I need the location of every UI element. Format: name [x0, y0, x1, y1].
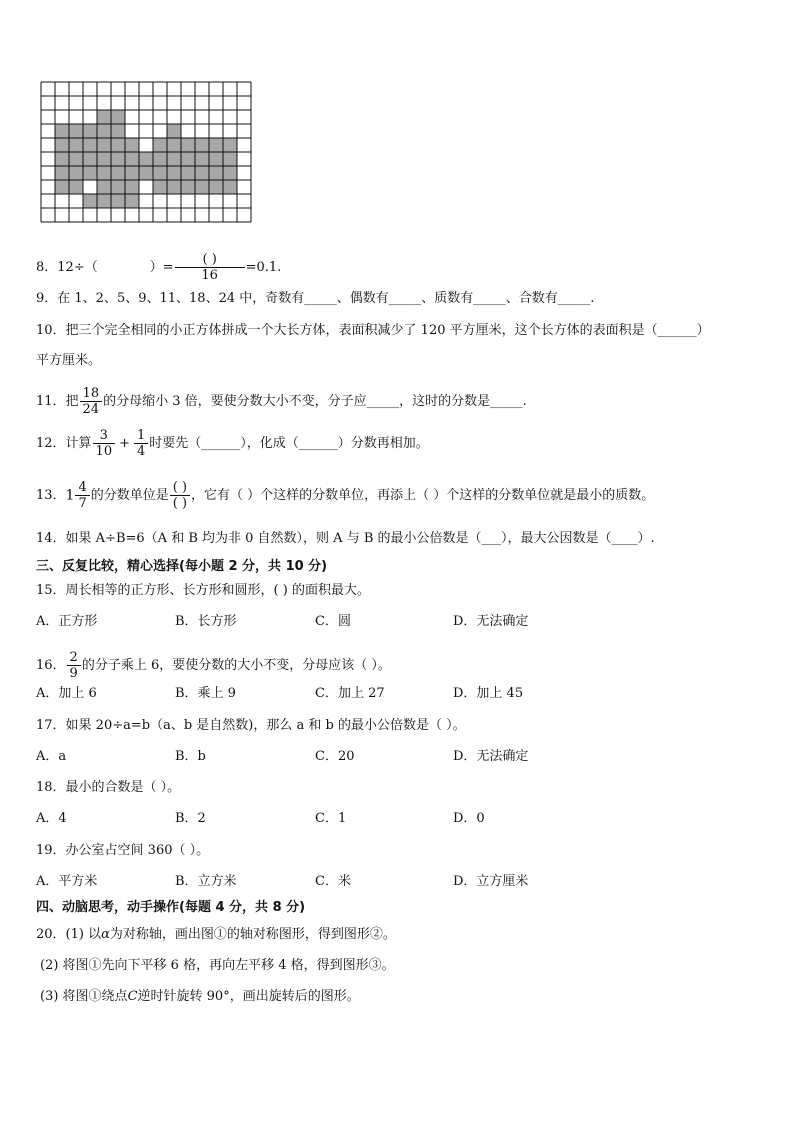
shaded-cell — [209, 138, 223, 152]
q16-prefix: 16． — [36, 658, 66, 673]
question-18: 18．最小的合数是（ ）。 — [36, 780, 181, 795]
q16-num: 2 — [67, 650, 81, 666]
shaded-cell — [125, 194, 139, 208]
question-8 — [36, 252, 281, 283]
shaded-cell — [181, 138, 195, 152]
q12-fraction-2 — [134, 428, 148, 459]
shaded-cell — [55, 138, 69, 152]
shaded-cell — [111, 180, 125, 194]
shaded-cell — [167, 124, 181, 138]
q12-fraction-1 — [93, 428, 116, 459]
q20-part1-prefix: 20．(1) 以 — [36, 927, 102, 942]
shaded-cell — [209, 180, 223, 194]
question-20-part-2: (2) 将图①先向下平移 6 格，再向左平移 4 格，得到图形③。 — [40, 958, 395, 973]
shaded-cell — [167, 180, 181, 194]
shaded-cell — [111, 138, 125, 152]
q18-option-d[interactable]: D．0 — [453, 811, 485, 826]
shaded-cell — [195, 152, 209, 166]
q13-num: 4 — [75, 480, 89, 496]
shaded-cell — [125, 180, 139, 194]
question-12 — [36, 428, 429, 459]
q13-den: 7 — [78, 496, 87, 511]
shaded-cell — [167, 138, 181, 152]
shaded-cell — [69, 152, 83, 166]
q17-option-d[interactable]: D．无法确定 — [453, 749, 529, 764]
shaded-cell — [83, 124, 97, 138]
shaded-cell — [223, 152, 237, 166]
question-13 — [36, 480, 654, 511]
q12-prefix: 12．计算 — [36, 436, 92, 451]
question-9: 9．在 1、2、5、9、11、18、24 中，奇数有_____、偶数有_____、质数有_____、合数有_____. — [36, 291, 595, 306]
shaded-cell — [83, 194, 97, 208]
q8-prefix: 8．12÷（ — [36, 260, 98, 275]
q15-option-b[interactable]: B．长方形 — [175, 614, 237, 629]
shaded-cell — [69, 124, 83, 138]
q13-unit-fraction — [170, 480, 190, 511]
q20-point-c: C — [127, 989, 138, 1004]
shaded-cell — [139, 166, 153, 180]
q12-num-2: 1 — [134, 428, 148, 444]
shaded-cell — [111, 166, 125, 180]
shaded-cell — [223, 166, 237, 180]
shaded-cell — [153, 152, 167, 166]
q13-unit-den: ( ) — [172, 496, 188, 511]
shaded-cell — [167, 166, 181, 180]
shaded-cell — [111, 110, 125, 124]
q11-prefix: 11．把 — [36, 394, 79, 409]
shaded-cell — [97, 110, 111, 124]
shaded-cell — [69, 166, 83, 180]
shaded-cell — [97, 124, 111, 138]
shaded-cell — [223, 138, 237, 152]
shaded-cell — [195, 138, 209, 152]
q20-part3-prefix: (3) 将图①绕点 — [40, 989, 128, 1004]
q8-fraction — [175, 252, 245, 283]
shaded-cell — [83, 138, 97, 152]
q17-option-c[interactable]: C．20 — [315, 749, 355, 764]
shaded-cell — [167, 152, 181, 166]
shaded-cell — [125, 152, 139, 166]
shaded-cell — [181, 180, 195, 194]
shaded-cell — [69, 180, 83, 194]
q18-option-a[interactable]: A．4 — [36, 811, 67, 826]
q13-prefix: 13． — [36, 488, 66, 503]
question-20-part-1 — [36, 926, 396, 944]
shaded-cell — [111, 124, 125, 138]
shaded-cell — [153, 180, 167, 194]
shaded-cell — [195, 166, 209, 180]
question-10-line2: 平方厘米。 — [36, 353, 102, 368]
q16-option-a[interactable]: A．加上 6 — [36, 686, 97, 701]
q19-option-c[interactable]: C．米 — [315, 874, 351, 889]
question-19: 19．办公室占空间 360（ ）。 — [36, 843, 210, 858]
q12-num-1: 3 — [93, 428, 116, 444]
q11-suffix: 的分母缩小 3 倍，要使分数大小不变，分子应_____，这时的分数是_____. — [103, 394, 527, 409]
q16-option-b[interactable]: B．乘上 9 — [175, 686, 236, 701]
plus-sign: + — [119, 436, 130, 451]
q11-num: 18 — [80, 386, 103, 402]
q12-den-1: 10 — [95, 444, 113, 459]
shaded-cell — [125, 166, 139, 180]
q20-part3-suffix: 逆时针旋转 90°，画出旋转后的图形。 — [137, 989, 360, 1004]
q20-part1-suffix: 为对称轴，画出图①的轴对称图形，得到图形②。 — [109, 927, 396, 942]
q13-suffix: ，它有（ ）个这样的分数单位，再添上（ ）个这样的分数单位就是最小的质数。 — [191, 488, 655, 503]
shaded-cell — [181, 166, 195, 180]
q20-axis-symbol: α — [101, 927, 110, 942]
q8-num: ( ) — [175, 252, 245, 268]
q11-den: 24 — [82, 402, 100, 417]
q15-option-a[interactable]: A．正方形 — [36, 614, 98, 629]
q19-option-b[interactable]: B．立方米 — [175, 874, 237, 889]
q13-fraction — [75, 480, 89, 511]
q19-option-d[interactable]: D．立方厘米 — [453, 874, 529, 889]
q13-unit-num: ( ) — [170, 480, 190, 496]
q12-den-2: 4 — [137, 444, 146, 459]
q16-option-c[interactable]: C．加上 27 — [315, 686, 385, 701]
question-10-line1: 10．把三个完全相同的小正方体拼成一个大长方体，表面积减少了 120 平方厘米，这个长方体的表面积是（______） — [36, 323, 710, 338]
q16-option-d[interactable]: D．加上 45 — [453, 686, 524, 701]
shaded-cell — [83, 166, 97, 180]
shaded-cell — [97, 152, 111, 166]
shaded-cell — [83, 152, 97, 166]
shaded-cell — [97, 138, 111, 152]
section-3-title: 三、反复比较，精心选择(每小题 2 分，共 10 分) — [36, 559, 328, 574]
shaded-cell — [97, 194, 111, 208]
shaded-cell — [195, 180, 209, 194]
grid-figure — [40, 81, 252, 223]
q12-suffix: 时要先（______），化成（______）分数再相加。 — [149, 436, 429, 451]
q13-mid: 的分数单位是 — [90, 488, 169, 503]
q15-option-c[interactable]: C．圆 — [315, 614, 351, 629]
shaded-cell — [55, 180, 69, 194]
q8-den: 16 — [201, 268, 218, 283]
shaded-cell — [223, 180, 237, 194]
q17-option-a[interactable]: A．a — [36, 749, 67, 764]
question-20-part-3 — [40, 988, 360, 1006]
shaded-cell — [125, 138, 139, 152]
shaded-cell — [97, 180, 111, 194]
q13-whole: 1 — [65, 487, 75, 504]
shaded-cell — [69, 138, 83, 152]
q11-fraction — [80, 386, 103, 417]
question-15: 15．周长相等的正方形、长方形和圆形，( ) 的面积最大。 — [36, 583, 370, 598]
shaded-cell — [55, 124, 69, 138]
shaded-cell — [111, 152, 125, 166]
q18-option-c[interactable]: C．1 — [315, 811, 347, 826]
q8-mid: ）= — [149, 260, 174, 275]
question-14: 14．如果 A÷B=6（A 和 B 均为非 0 自然数），则 A 与 B 的最小公倍数是（___），最大公因数是（____）. — [36, 531, 655, 546]
question-11 — [36, 386, 527, 417]
q16-suffix: 的分子乘上 6，要使分数的大小不变，分母应该（ ）。 — [81, 658, 391, 673]
shaded-cell — [153, 166, 167, 180]
question-17: 17．如果 20÷a=b（a、b 是自然数)，那么 a 和 b 的最小公倍数是（ ）。 — [36, 718, 466, 733]
shaded-cell — [111, 194, 125, 208]
q16-fraction — [67, 650, 81, 681]
shaded-cell — [153, 138, 167, 152]
shaded-cell — [209, 152, 223, 166]
q19-option-a[interactable]: A．平方米 — [36, 874, 98, 889]
shaded-cell — [139, 152, 153, 166]
shaded-cell — [55, 166, 69, 180]
shaded-cell — [209, 166, 223, 180]
shaded-cell — [55, 152, 69, 166]
q16-den: 9 — [69, 666, 78, 681]
q8-suffix: =0.1. — [245, 260, 282, 275]
shaded-cell — [181, 152, 195, 166]
q17-option-b[interactable]: B．b — [175, 749, 206, 764]
section-4-title: 四、动脑思考，动手操作(每题 4 分，共 8 分) — [36, 900, 306, 915]
question-16 — [36, 650, 391, 681]
q18-option-b[interactable]: B．2 — [175, 811, 206, 826]
q15-option-d[interactable]: D．无法确定 — [453, 614, 529, 629]
shaded-cell — [97, 166, 111, 180]
